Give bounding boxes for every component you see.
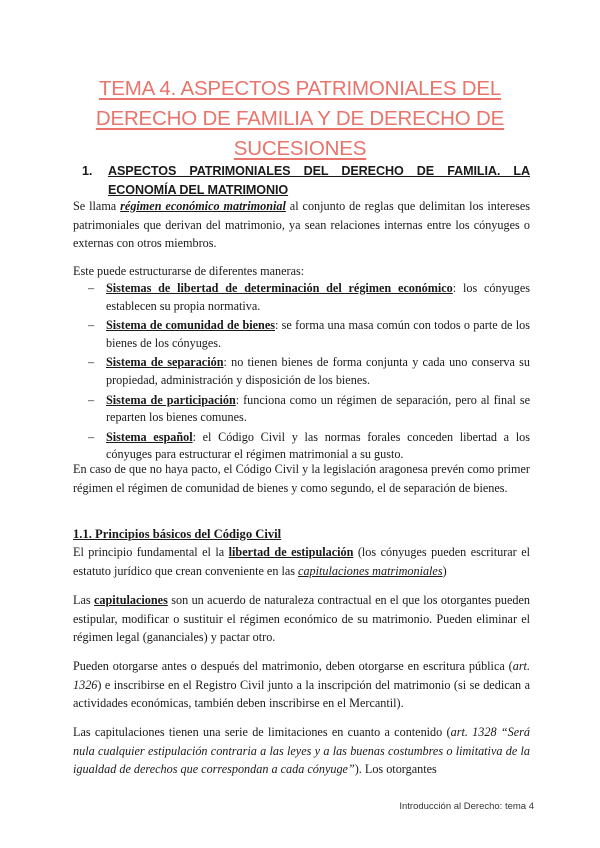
section-number: 1. bbox=[82, 164, 93, 178]
capitulaciones-paragraph: Las capitulaciones son un acuerdo de naturaleza contractual en el que los otorgantes pueden estipular, modificar o sustituir el régimen económico de su matrimonio. Pueden eliminar el régimen legal (gananciales) y pactar otro. bbox=[73, 593, 530, 644]
section-heading-text: ASPECTOS PATRIMONIALES DEL DERECHO DE FAMILIA. LA ECONOMÍA DEL MATRIMONIO bbox=[108, 164, 530, 197]
capitulaciones-term: capitulaciones matrimoniales bbox=[298, 563, 443, 578]
article-reference: art. 1328 bbox=[450, 725, 497, 739]
article-quote: “Será nula cualquier estipulación contraria a las leyes y a las buenas costumbres o limitativa de la igualdad de derechos que correspondan a cada cónyuge” bbox=[73, 725, 530, 776]
page-footer: Introducción al Derecho: tema 4 bbox=[399, 801, 534, 812]
list-item: – Sistema español: el Código Civil y las normas forales conceden libertad a los cónyuges para estructurar el régimen matrimonial a su gusto. bbox=[88, 429, 530, 462]
capitulaciones-bold-term: capitulaciones bbox=[94, 593, 168, 607]
structure-intro: Este puede estructurarse de diferentes maneras: bbox=[73, 264, 305, 278]
intro-term: régimen económico matrimonial bbox=[120, 199, 286, 213]
document-title: TEMA 4. ASPECTOS PATRIMONIALES DEL DERECHO DE FAMILIA Y DE DERECHO DE SUCESIONES bbox=[95, 77, 505, 160]
list-item: – Sistema de separación: no tienen bienes de forma conjunta y cada uno conserva su propiedad, administración y disposición de los bienes. bbox=[88, 355, 530, 387]
list-item: – Sistema de participación: funciona como un régimen de separación, pero al final se reparten los bienes comunes. bbox=[88, 392, 530, 425]
principle-term: libertad de estipulación bbox=[228, 545, 354, 559]
systems-list bbox=[73, 280, 530, 466]
intro-paragraph: Se llama régimen económico matrimonial al conjunto de reglas que delimitan los intereses patrimoniales que derivan del matrimonio, ya sean relaciones internas entre los cónyuges o externas con otros miembros. bbox=[73, 199, 530, 250]
list-item: – Sistema de comunidad de bienes: se forma una masa común con todos o parte de los bienes de los cónyuges. bbox=[88, 318, 530, 350]
no-pact-paragraph: En caso de que no haya pacto, el Código Civil y la legislación aragonesa prevén como primer régimen el régimen de comunidad de bienes y como segundo, el de separación de bienes. bbox=[73, 462, 530, 495]
section-heading bbox=[84, 162, 530, 200]
article-reference: art. 1326 bbox=[73, 659, 530, 692]
list-item: – Sistemas de libertad de determinación del régimen económico: los cónyuges establecen su propia normativa. bbox=[88, 281, 531, 313]
principle-paragraph: El principio fundamental el la libertad de estipulación (los cónyuges pueden escriturar el estatuto jurídico que crean conveniente en las capitulaciones matrimoniales) bbox=[73, 545, 530, 578]
otorgamiento-paragraph: Pueden otorgarse antes o después del matrimonio, deben otorgarse en escritura pública (art. 1326) e inscribirse en el Registro Civil junto a la inscripción del matrimonio (si se dedican a actividades económicas, también deben inscribirse en el Mercantil). bbox=[73, 659, 530, 710]
subsection-heading: 1.1. Principios básicos del Código Civil bbox=[73, 527, 282, 541]
limitaciones-paragraph: Las capitulaciones tienen una serie de limitaciones en cuanto a contenido (art. 1328 “Será nula cualquier estipulación contraria a las leyes y a las buenas costumbres o limitativa de la igualdad de derechos que correspondan a cada cónyuge”). Los otorgantes bbox=[73, 725, 530, 776]
